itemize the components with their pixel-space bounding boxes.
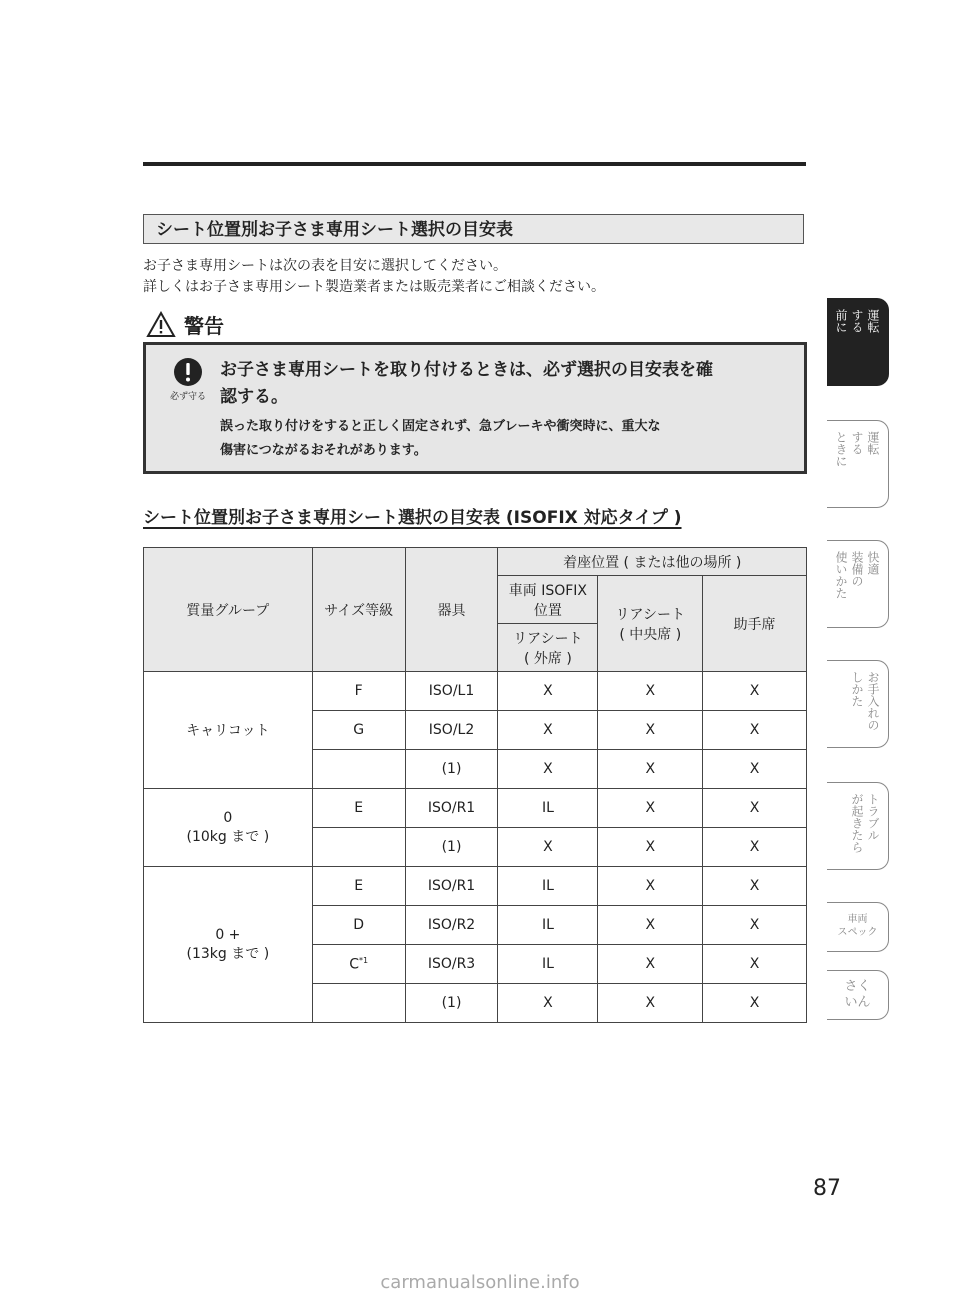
rear-outer-cell (498, 711, 598, 750)
side-tab-maintenance[interactable] (827, 660, 889, 748)
side-tab-text: 車両 (847, 914, 868, 925)
side-tab-text: 運転 (866, 309, 880, 333)
side-tab-text: ときに (834, 431, 848, 467)
top-rule (143, 162, 806, 166)
size-class-cell (312, 984, 405, 1023)
table-row (144, 867, 807, 906)
fixture-cell (405, 789, 498, 828)
fixture-cell (405, 711, 498, 750)
rear-center-cell-text: X (645, 800, 656, 816)
footnote-mark: *1 (358, 955, 369, 965)
side-tab-text: が起きたら (850, 793, 864, 853)
side-tab-text: しかた (850, 671, 864, 707)
header-rear-center-line: リアシート (615, 606, 685, 623)
rear-outer-cell-text: X (543, 761, 553, 777)
side-tab-index[interactable] (827, 970, 889, 1020)
side-tab-text: いん (844, 995, 871, 1010)
size-class-cell (312, 906, 405, 945)
intro-line: お子さま専用シートは次の表を目安に選択してください。 (143, 258, 507, 274)
side-tab-text: 使いかた (834, 551, 848, 599)
rear-outer-cell (498, 906, 598, 945)
warning-label: 警告 (184, 313, 224, 338)
rear-center-cell-text: X (645, 917, 656, 933)
fixture-cell (405, 828, 498, 867)
page-number: 87 (813, 1176, 841, 1201)
mass-group-line: (13kg まで ) (186, 945, 270, 962)
warning-triangle-icon (146, 311, 176, 338)
passenger-cell-text: X (749, 995, 760, 1011)
rear-center-cell-text: X (645, 878, 656, 894)
side-tab-label (834, 309, 880, 333)
rear-outer-cell-text: IL (541, 878, 554, 894)
side-tab-label (834, 551, 880, 599)
fixture-cell (405, 867, 498, 906)
size-class-cell (312, 711, 405, 750)
rear-center-cell (598, 789, 703, 828)
mass-group-line: (10kg まで ) (186, 828, 270, 845)
header-rear-outer-line: ( 外席 ) (523, 650, 572, 667)
header-seat-position: 着座位置 ( または他の場所 ) (498, 548, 807, 576)
header-isofix-line: 位置 (533, 602, 562, 619)
header-rear-outer-line: リアシート (513, 630, 583, 647)
size-class-cell-text: E (354, 800, 364, 816)
warning-box (143, 342, 807, 474)
side-tab-label (827, 913, 888, 939)
fixture-cell-text: ISO/R1 (427, 800, 476, 816)
rear-outer-cell-text: IL (541, 917, 554, 933)
rear-outer-cell-text: X (543, 839, 553, 855)
side-tab-label (834, 431, 880, 467)
fixture-cell-text: (1) (441, 995, 462, 1011)
rear-center-cell-text: X (645, 956, 656, 972)
mass-group-cell (144, 672, 313, 789)
side-tab-text: トラブル (866, 793, 880, 841)
warning-body-line: 傷害につながるおそれがあります。 (220, 443, 427, 458)
passenger-cell-text: X (749, 917, 760, 933)
size-class-cell (312, 789, 405, 828)
size-class-cell-text: E (354, 878, 364, 894)
passenger-cell-text: X (749, 839, 760, 855)
rear-center-cell-text: X (645, 995, 656, 1011)
size-class-cell-text: D (353, 917, 365, 933)
size-class-cell (312, 750, 405, 789)
rear-center-cell-text: X (645, 839, 656, 855)
header-rear-outer (498, 624, 598, 672)
size-class-cell-text: G (353, 722, 365, 738)
size-class-cell (312, 672, 405, 711)
header-rear-center-line: ( 中央席 ) (619, 626, 682, 643)
passenger-cell (703, 750, 807, 789)
side-tab-text: スペック (837, 927, 878, 938)
side-tab-text: さく (844, 979, 871, 994)
header-rear-center (598, 576, 703, 672)
intro-line: 詳しくはお子さま専用シート製造業者または販売業者にご相談ください。 (143, 279, 605, 295)
rear-center-cell (598, 750, 703, 789)
passenger-cell (703, 867, 807, 906)
passenger-cell (703, 789, 807, 828)
side-tab-text: する (850, 431, 864, 455)
rear-outer-cell-text: IL (541, 956, 554, 972)
must-follow-label: 必ず守る (169, 392, 206, 402)
rear-outer-cell-text: X (543, 722, 553, 738)
fixture-cell (405, 750, 498, 789)
fixture-cell-text: (1) (441, 761, 462, 777)
fixture-cell-text: ISO/R2 (427, 917, 476, 933)
rear-center-cell (598, 984, 703, 1023)
passenger-cell (703, 828, 807, 867)
size-class-cell-text: F (354, 683, 363, 699)
passenger-cell-text: X (749, 800, 760, 816)
fixture-cell-text: (1) (441, 839, 462, 855)
size-class-cell-text: C (349, 956, 359, 973)
side-tab-while-driving[interactable] (827, 420, 889, 508)
table-title: シート位置別お子さま専用シート選択の目安表 (ISOFIX 対応タイプ ) (143, 508, 682, 528)
rear-center-cell (598, 672, 703, 711)
warning-heading-line: 認する。 (220, 387, 288, 407)
header-mass-group: 質量グループ (144, 548, 313, 672)
header-isofix-position (498, 576, 598, 624)
rear-outer-cell-text: X (543, 995, 553, 1011)
side-tab-comfort-equipment[interactable] (827, 540, 889, 628)
side-tab-text: 装備の (850, 551, 864, 587)
mass-group-cell (144, 789, 313, 867)
passenger-cell (703, 672, 807, 711)
passenger-cell (703, 711, 807, 750)
mass-group-line: 0 (223, 809, 233, 826)
rear-outer-cell (498, 750, 598, 789)
side-tab-label (827, 979, 888, 1011)
warning-heading-line: お子さま専用シートを取り付けるときは、必ず選択の目安表を確 (220, 360, 713, 380)
warning-title (146, 310, 224, 338)
rear-center-cell-text: X (645, 722, 656, 738)
table-row (144, 672, 807, 711)
rear-center-cell (598, 867, 703, 906)
rear-outer-cell (498, 867, 598, 906)
section-header: シート位置別お子さま専用シート選択の目安表 (143, 214, 804, 244)
rear-center-cell (598, 906, 703, 945)
must-follow-mark (166, 357, 210, 402)
rear-outer-cell (498, 828, 598, 867)
fixture-cell (405, 984, 498, 1023)
seat-selection-table (143, 547, 807, 1023)
passenger-cell (703, 906, 807, 945)
header-size-class: サイズ等級 (312, 548, 405, 672)
passenger-cell (703, 984, 807, 1023)
side-tab-text: する (850, 309, 864, 333)
side-tab-before-driving[interactable] (827, 298, 889, 386)
intro-text (143, 256, 605, 298)
passenger-cell (703, 945, 807, 984)
mass-group-line: 0 + (215, 926, 241, 943)
size-class-cell (312, 828, 405, 867)
warning-body-line: 誤った取り付けをすると正しく固定されず、急ブレーキや衝突時に、重大な (220, 419, 661, 434)
exclamation-circle-icon (173, 357, 203, 387)
fixture-cell-text: ISO/L1 (428, 683, 475, 699)
rear-center-cell-text: X (645, 683, 656, 699)
side-tab-text: 快適 (866, 551, 880, 575)
passenger-cell-text: X (749, 683, 760, 699)
header-isofix-line: 車両 ISOFIX (508, 582, 588, 599)
fixture-cell-text: ISO/R3 (427, 956, 476, 972)
rear-outer-cell-text: X (543, 683, 553, 699)
rear-outer-cell (498, 984, 598, 1023)
side-tab-text: 前に (834, 309, 848, 333)
fixture-cell-text: ISO/L2 (428, 722, 475, 738)
rear-outer-cell (498, 789, 598, 828)
passenger-cell-text: X (749, 722, 760, 738)
warning-heading (220, 357, 800, 411)
fixture-cell (405, 672, 498, 711)
rear-outer-cell-text: IL (541, 800, 554, 816)
side-tab-text: 運転 (866, 431, 880, 455)
fixture-cell-text: ISO/R1 (427, 878, 476, 894)
rear-outer-cell (498, 672, 598, 711)
rear-outer-cell (498, 945, 598, 984)
rear-center-cell-text: X (645, 761, 656, 777)
watermark: carmanualsonline.info (380, 1272, 580, 1293)
mass-group-cell (144, 867, 313, 1023)
rear-center-cell (598, 711, 703, 750)
size-class-cell (312, 945, 405, 984)
header-fixture: 器具 (405, 548, 498, 672)
table-row (144, 789, 807, 828)
passenger-cell-text: X (749, 878, 760, 894)
fixture-cell (405, 945, 498, 984)
size-class-cell (312, 867, 405, 906)
fixture-cell (405, 906, 498, 945)
side-tab-troubles[interactable] (827, 782, 889, 870)
warning-body (220, 415, 800, 463)
passenger-cell-text: X (749, 761, 760, 777)
side-tab-label (850, 793, 880, 853)
rear-center-cell (598, 828, 703, 867)
header-passenger: 助手席 (703, 576, 807, 672)
side-tab-text: お手入れの (866, 671, 880, 731)
side-tab-label (850, 671, 880, 731)
rear-center-cell (598, 945, 703, 984)
mass-group-line: キャリコット (186, 723, 270, 739)
passenger-cell-text: X (749, 956, 760, 972)
side-tab-vehicle-spec[interactable] (827, 902, 889, 952)
